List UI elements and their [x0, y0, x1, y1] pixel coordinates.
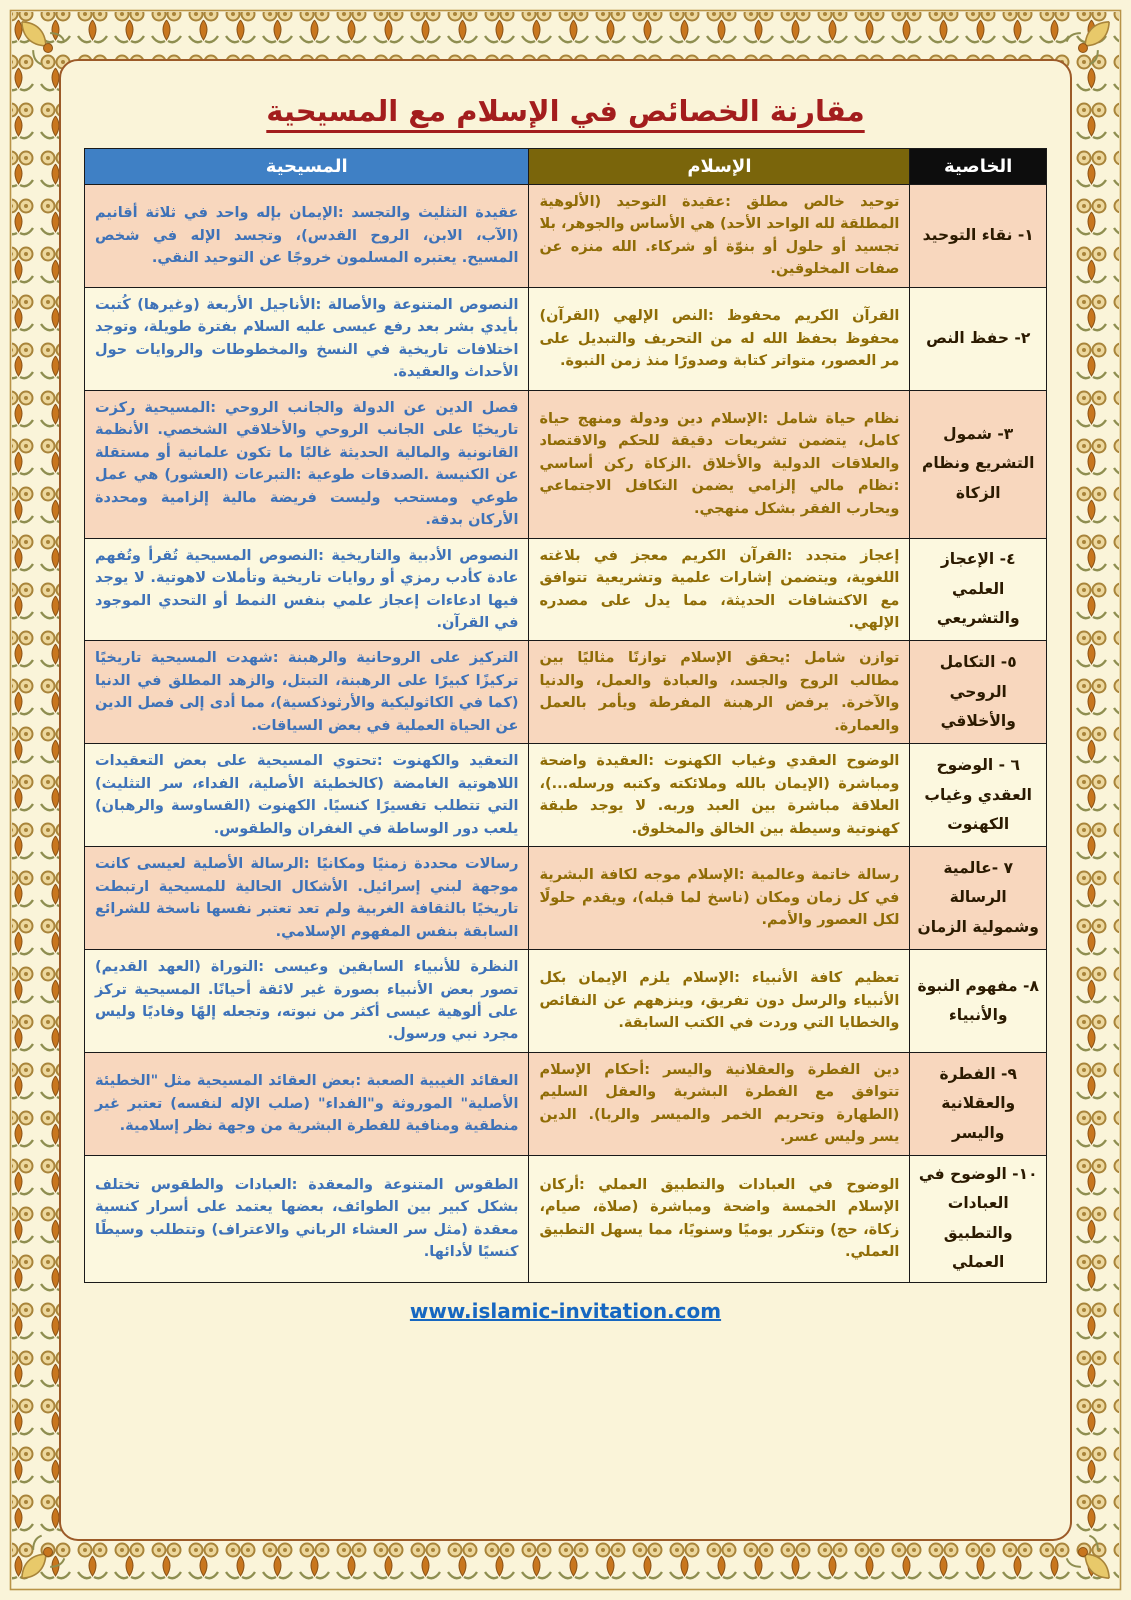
table-row — [85, 641, 1047, 744]
christianity-cell: النصوص المتنوعة والأصالة :الأناجيل الأربعة (وغيرها) كُتبت بأيدي بشر بعد رفع عيسى عليه السلام بفترة طويلة، وتوجد اختلافات تاريخية في النسخ والمخطوطات والروايات حول الأحداث والعقيدة. — [85, 287, 529, 390]
characteristic-cell: ١٠- الوضوح في العبادات والتطبيق العملي — [910, 1155, 1047, 1282]
table-row — [85, 950, 1047, 1053]
christianity-cell: رسالات محددة زمنيًا ومكانيًا :الرسالة الأصلية لعيسى كانت موجهة لبني إسرائيل. الأشكال الحالية للمسيحية ارتبطت تاريخيًا بالثقافة الغربية ولم تعد تعتبر نفسها ناسخة للشرائع السابقة بنفس المفهوم الإسلامي. — [85, 847, 529, 950]
characteristic-cell: ٤- الإعجاز العلمي والتشريعي — [910, 538, 1047, 641]
table-row — [85, 185, 1047, 288]
table-row — [85, 847, 1047, 950]
islam-cell: تعظيم كافة الأنبياء :الإسلام يلزم الإيمان بكل الأنبياء والرسل دون تفريق، وينزههم عن النقائص والخطايا التي وردت في الكتب السابقة. — [529, 950, 910, 1053]
table-row — [85, 390, 1047, 538]
table-row — [85, 1052, 1047, 1155]
characteristic-cell: ٩- الفطرة والعقلانية واليسر — [910, 1052, 1047, 1155]
islam-cell: نظام حياة شامل :الإسلام دين ودولة ومنهج حياة كامل، يتضمن تشريعات دقيقة للحكم والاقتصاد والعلاقات الدولية والأخلاق .الزكاة ركن أساسي :نظام مالي إلزامي يضمن التكافل الاجتماعي ويحارب الفقر بشكل منهجي. — [529, 390, 910, 538]
page-title: مقارنة الخصائص في الإسلام مع المسيحية — [266, 94, 865, 128]
christianity-cell: فصل الدين عن الدولة والجانب الروحي :المسيحية ركزت تاريخيًا على الجانب الروحي والأخلاقي الشخصي. الأنظمة القانونية والمالية الحديثة غالبًا ما تكون علمانية أو مستقلة عن الكنيسة .الصدقات طوعية :التبرعات (العشور) هي عمل طوعي ومستحب وليست فريضة مالية إلزامية ومحددة الأركان بدقة. — [85, 390, 529, 538]
christianity-cell: العقائد الغيبية الصعبة :بعض العقائد المسيحية مثل "الخطيئة الأصلية" الموروثة و"الفداء" (صلب الإله لنفسه) تعتبر غير منطقية ومنافية للفطرة البشرية من وجهة نظر إسلامية. — [85, 1052, 529, 1155]
table-header-row — [85, 149, 1047, 185]
islam-cell: إعجاز متجدد :القرآن الكريم معجز في بلاغته اللغوية، ويتضمن إشارات علمية وتشريعية تتوافق مع الاكتشافات الحديثة، مما يدل على مصدره الإلهي. — [529, 538, 910, 641]
christianity-cell: التركيز على الروحانية والرهبنة :شهدت المسيحية تاريخيًا تركيزًا كبيرًا على الرهبنة، التبتل، والزهد المطلق في الدنيا (كما في الكاثوليكية والأرثوذكسية)، مما أدى إلى فصل الدين عن الحياة العملية في بعض السياقات. — [85, 641, 529, 744]
islam-cell: توحيد خالص مطلق :عقيدة التوحيد (الألوهية المطلقة لله الواحد الأحد) هي الأساس والجوهر، بلا تجسيد أو حلول أو بنوّة أو شركاء. الله منزه عن صفات المخلوقين. — [529, 185, 910, 288]
header-characteristic: الخاصية — [910, 149, 1047, 185]
header-christianity: المسيحية — [85, 149, 529, 185]
christianity-cell: عقيدة التثليث والتجسد :الإيمان بإله واحد في ثلاثة أقانيم (الآب، الابن، الروح القدس)، وتجسد الإله في شخص المسيح. يعتبره المسلمون خروجًا عن التوحيد النقي. — [85, 185, 529, 288]
islam-cell: توازن شامل :يحقق الإسلام توازنًا مثاليًا بين مطالب الروح والجسد، والعبادة والعمل، والدنيا والآخرة. يرفض الرهبنة المفرطة ويأمر بالعمل والعمارة. — [529, 641, 910, 744]
table-row — [85, 1155, 1047, 1282]
christianity-cell: التعقيد والكهنوت :تحتوي المسيحية على بعض التعقيدات اللاهوتية الغامضة (كالخطيئة الأصلية، الفداء، سر التثليث) التي تتطلب تفسيرًا كنسيًا. الكهنوت (القساوسة والرهبان) يلعب دور الوساطة في الغفران والطقوس. — [85, 744, 529, 847]
footer — [84, 1299, 1047, 1323]
characteristic-cell: ٨- مفهوم النبوة والأنبياء — [910, 950, 1047, 1053]
table-row — [85, 744, 1047, 847]
islam-cell: دين الفطرة والعقلانية واليسر :أحكام الإسلام تتوافق مع الفطرة البشرية والعقل السليم (الطهارة وتحريم الخمر والميسر والربا). الدين يسر وليس عسر. — [529, 1052, 910, 1155]
islam-cell: الوضوح العقدي وغياب الكهنوت :العقيدة واضحة ومباشرة (الإيمان بالله وملائكته وكتبه ورسله...)، العلاقة مباشرة بين العبد وربه. لا يوجد طبقة كهنوتية وسيطة بين الخالق والمخلوق. — [529, 744, 910, 847]
comparison-table — [84, 148, 1047, 1283]
content-area — [62, 62, 1069, 1538]
characteristic-cell: ١- نقاء التوحيد — [910, 185, 1047, 288]
characteristic-cell: ٣- شمول التشريع ونظام الزكاة — [910, 390, 1047, 538]
characteristic-cell: ٢- حفظ النص — [910, 287, 1047, 390]
christianity-cell: الطقوس المتنوعة والمعقدة :العبادات والطقوس تختلف بشكل كبير بين الطوائف، بعضها يعتمد على أسرار كنسية معقدة (مثل سر العشاء الرباني والاعتراف) وتتطلب وسيطًا كنسيًا لأدائها. — [85, 1155, 529, 1282]
characteristic-cell: ٧ -عالمية الرسالة وشمولية الزمان — [910, 847, 1047, 950]
table-row — [85, 287, 1047, 390]
islam-cell: رسالة خاتمة وعالمية :الإسلام موجه لكافة البشرية في كل زمان ومكان (ناسخ لما قبله)، ويقدم حلولًا لكل العصور والأمم. — [529, 847, 910, 950]
footer-link[interactable]: www.islamic-invitation.com — [409, 1298, 722, 1323]
islam-cell: الوضوح في العبادات والتطبيق العملي :أركان الإسلام الخمسة واضحة ومباشرة (صلاة، صيام، زكاة، حج) وتتكرر يوميًا وسنويًا، مما يسهل التطبيق العملي. — [529, 1155, 910, 1282]
islam-cell: القرآن الكريم محفوظ :النص الإلهي (القرآن) محفوظ بحفظ الله له من التحريف والتبديل على مر العصور، متواتر كتابة وصدورًا منذ زمن النبوة. — [529, 287, 910, 390]
christianity-cell: النصوص الأدبية والتاريخية :النصوص المسيحية تُقرأ وتُفهم عادة كأدب رمزي أو روايات تاريخية وتأملات لاهوتية. لا يوجد فيها ادعاءات إعجاز علمي بنفس النمط أو التحدي الموجود في القرآن. — [85, 538, 529, 641]
table-row — [85, 538, 1047, 641]
characteristic-cell: ٥- التكامل الروحي والأخلاقي — [910, 641, 1047, 744]
characteristic-cell: ٦ - الوضوح العقدي وغياب الكهنوت — [910, 744, 1047, 847]
christianity-cell: النظرة للأنبياء السابقين وعيسى :التوراة (العهد القديم) تصور بعض الأنبياء بصورة غير لائقة أحيانًا. المسيحية تركز على ألوهية عيسى أكثر من نبوته، وتجعله إلهًا وفاديًا وليس مجرد نبي ورسول. — [85, 950, 529, 1053]
header-islam: الإسلام — [529, 149, 910, 185]
